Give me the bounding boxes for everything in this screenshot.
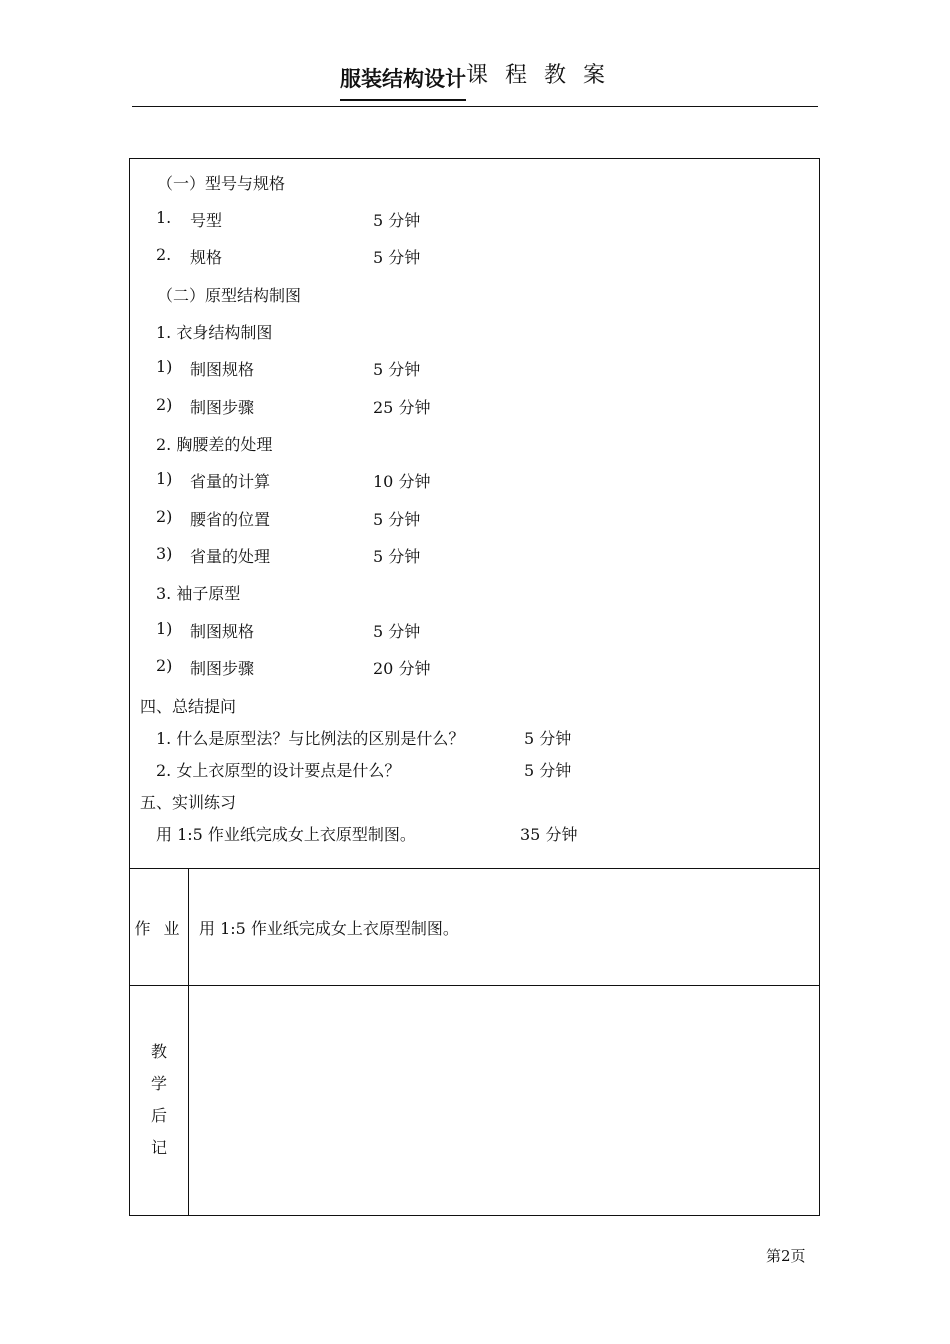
header-suffix: 课 程 教 案 [466,63,610,88]
section-heading: 五、实训练习 [140,793,237,812]
teaching-notes-body [189,986,819,1216]
sub-heading: 1. 衣身结构制图 [156,323,273,342]
section-heading: 四、总结提问 [140,697,237,716]
column-divider [188,868,189,986]
lesson-plan-table [129,158,820,1216]
lesson-content-cell: （一）型号与规格 1. 号型 5 分钟 2. 规格 5 分钟 （二）原型结构制图 1. 衣身结构制图 1) 制图规格 5 分钟 2) 制图步骤 25 分钟 2. 胸腰差的处理 1) 省量的计算 10 分钟 2) 腰省的位置 5 分钟 3) 省量的处理 5 分钟 3. 袖子原型 1) 制图规格 5 分钟 2) 制图步骤 20 分钟 四、总结提问 1. 什么是原型法？与比例法的区别是什么？ 5 分钟 2. 女上衣原型的设计要点是什么？ 5 分钟 五、实训练习 用 1:5 作业纸完成女上衣原型制图。 35 分钟 [130,159,819,869]
sub-heading: 2. 胸腰差的处理 [156,435,273,454]
header-rule [132,106,818,107]
row-divider [130,868,819,869]
section-heading: （二）原型结构制图 [157,286,302,305]
section-heading: （一）型号与规格 [157,174,286,193]
course-title: 服装结构设计 [340,63,466,101]
page-header [0,58,950,101]
teaching-notes-label: 教 学 后 记 [150,1042,167,1157]
homework-label: 作 业 [134,918,184,938]
homework-text: 用 1:5 作业纸完成女上衣原型制图。 [199,919,459,938]
sub-heading: 3. 袖子原型 [156,584,241,603]
page-number: 第2页 [766,1247,806,1265]
